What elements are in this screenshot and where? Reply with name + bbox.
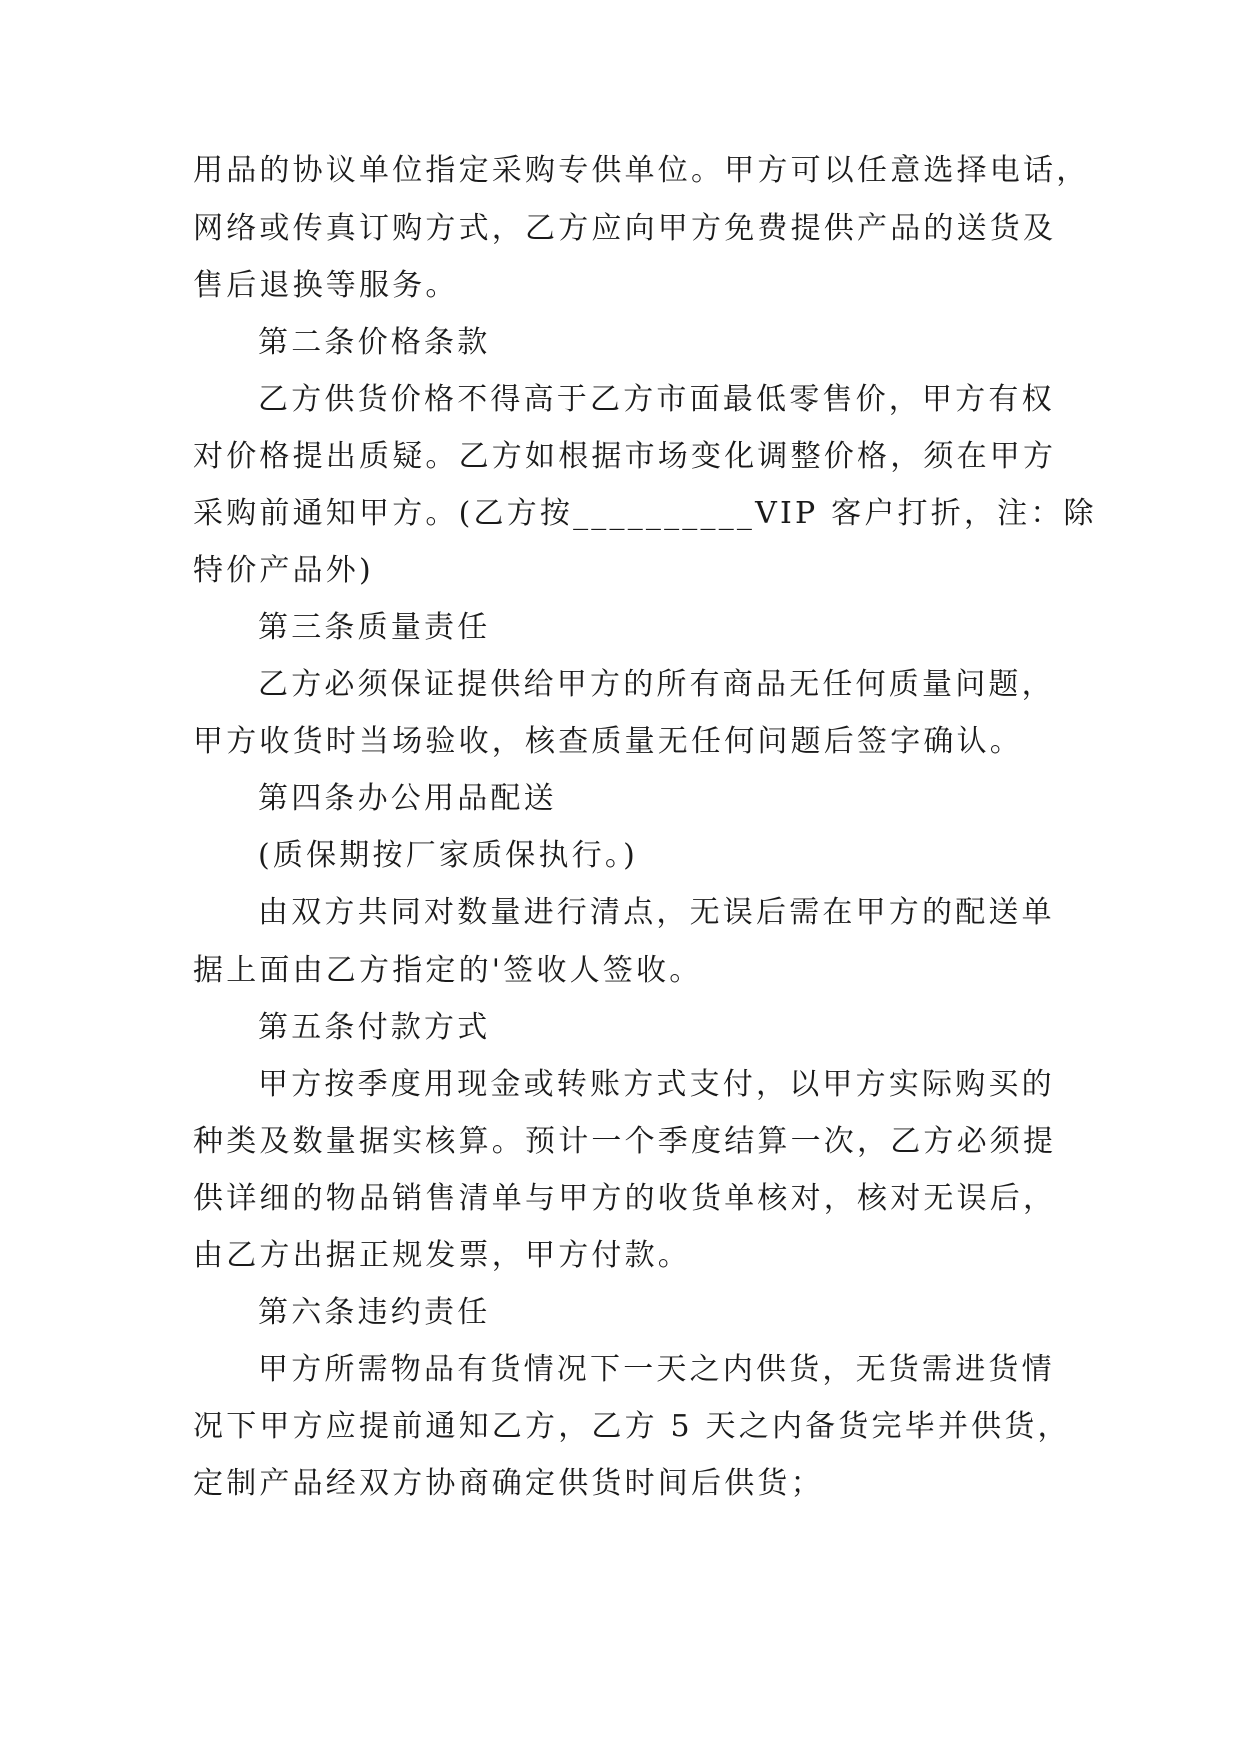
article-heading: 第五条付款方式 — [258, 1010, 491, 1045]
article-heading: 第四条办公用品配送 — [258, 781, 557, 816]
article-heading: 第三条质量责任 — [258, 610, 491, 645]
text-line: 甲方收货时当场验收，核查质量无任何问题后签字确认。 — [193, 724, 1023, 759]
text-line: 据上面由乙方指定的'签收人签收。 — [193, 953, 703, 988]
text-line: 定制产品经双方协商确定供货时间后供货； — [193, 1466, 824, 1501]
text-line: 甲方所需物品有货情况下一天之内供货，无货需进货情 — [258, 1352, 1055, 1387]
text-line: 由乙方出据正规发票，甲方付款。 — [193, 1238, 691, 1273]
text-line: 用品的协议单位指定采购专供单位。甲方可以任意选择电话， — [193, 153, 1090, 188]
text-line: 由双方共同对数量进行清点，无误后需在甲方的配送单 — [258, 895, 1055, 930]
text-line: 供详细的物品销售清单与甲方的收货单核对，核对无误后， — [193, 1181, 1057, 1216]
text-line: 网络或传真订购方式，乙方应向甲方免费提供产品的送货及 — [193, 211, 1057, 246]
text-line: 甲方按季度用现金或转账方式支付，以甲方实际购买的 — [258, 1067, 1055, 1102]
text-line: 特价产品外) — [193, 553, 374, 588]
text-line: 采购前通知甲方。(乙方按__________VIP 客户打折，注：除 — [193, 496, 1097, 531]
text-line: 种类及数量据实核算。预计一个季度结算一次，乙方必须提 — [193, 1124, 1057, 1159]
article-heading: 第六条违约责任 — [258, 1295, 491, 1330]
text-line: 况下甲方应提前通知乙方，乙方 5 天之内备货完毕并供货， — [193, 1409, 1071, 1444]
text-line: 对价格提出质疑。乙方如根据市场变化调整价格，须在甲方 — [193, 439, 1057, 474]
text-line: 乙方供货价格不得高于乙方市面最低零售价，甲方有权 — [258, 382, 1055, 417]
text-line: 售后退换等服务。 — [193, 268, 459, 303]
article-heading: 第二条价格条款 — [258, 325, 491, 360]
text-line: 乙方必须保证提供给甲方的所有商品无任何质量问题， — [258, 667, 1055, 702]
text-line: (质保期按厂家质保执行。) — [258, 838, 639, 873]
